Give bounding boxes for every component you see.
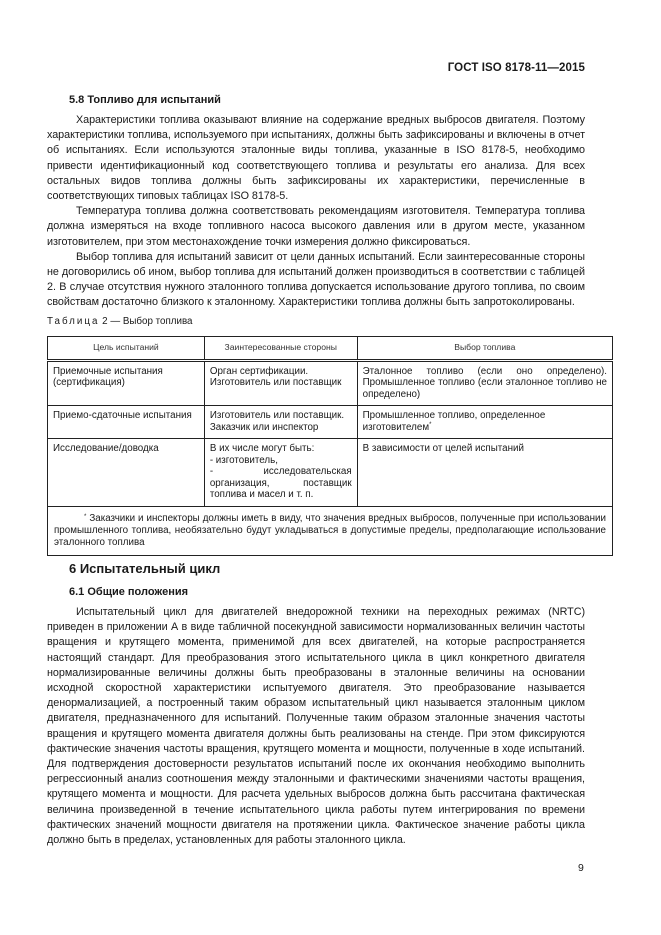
- cell-fuel-text: Промышленное топливо, определенное изготовителем: [362, 410, 546, 433]
- footnote-text: Заказчики и инспекторы должны иметь в виду, что значения вредных выбросов, полученные при использовании промышленного топлива, необязательно будут укладываться в допустимые пределы, предполагающие использование эталонного топлива: [54, 512, 606, 548]
- footnote-mark: *: [429, 421, 432, 428]
- section-6: [47, 560, 585, 848]
- paragraph: Температура топлива должна соответствовать рекомендациям изготовителя. Температура топлива должна измеряться на входе топливного насоса высокого давления или в другом месте, указанном изготовителем, при этом местонахождение точки измерения должно фиксироваться.: [47, 205, 585, 248]
- cell-purpose: Исследование/доводка: [48, 439, 205, 507]
- paragraph: Испытательный цикл для двигателей внедорожной техники на переходных режимах (NRTC) приведен в приложении А в виде табличной посекундной зависимости нормализованных величин частоты вращения и крутящего момента, применимой для всех двигателей, на которые распространяется настоящий стандарт. Для преобразования этого испытательного цикла в цикл конкретного двигателя нормализированные величины должны быть преобразованы в эталонные величины на основании исходной скоростной характеристики испытуемого двигателя. Это преобразование называется денормализацией, а построенный таким образом испытательный цикл называется эталонным циклом двигателя, предназначенного для испытаний. Полученные таким образом эталонные значения частоты вращения и крутящего момента двигателя должны быть реализованы на стенде. При этом фиксируются фактические значения частоты вращения, крутящего момента и мощности, полученные в ходе испытаний. Для подтверждения достоверности результатов испытаний после их окончания необходимо выполнить регрессионный анализ соотношения между эталонными и фактическими значениями частоты вращения, крутящего момента и мощности. Для расчета удельных выбросов должна быть рассчитана фактическая величина произведенной в течение испытательного цикла работы путем интегрирования по времени фактических значений мощности двигателя на протяжении цикла. Фактическое значение работы цикла должно быть в пределах, установленных для работы эталонного цикла.: [47, 606, 585, 847]
- paragraph: Выбор топлива для испытаний зависит от цели данных испытаний. Если заинтересованные стороны не договорились об ином, выбор топлива для испытаний должен производиться в соответствии с таблицей 2. В случае отсутствия нужного эталонного топлива допускается использование другого топлива, по своим свойствам достаточно близкого к эталонному. Характеристики топлива должны быть запротоколированы.: [47, 250, 585, 309]
- section-6-1-heading: 6.1 Общие положения: [69, 586, 189, 598]
- parties-line: - исследовательская организация, поставщик топлива и масел и т. п.: [209, 466, 352, 500]
- column-header-fuel: Выбор топлива: [357, 337, 612, 361]
- table-row: [48, 439, 613, 507]
- table-footnote-row: [48, 506, 613, 556]
- paragraph: Характеристики топлива оказывают влияние на содержание вредных выбросов двигателя. Поэтому характеристики топлива, используемого при испытаниях, должны быть зафиксированы и включены в отчет об испытаниях. Если используются эталонные виды топлива, указанные в ISO 8178-5, необходимо привести идентификационный код соответствующего топлива и результаты его анализа. Для всех остальных видов топлива должны быть зафиксированы их характеристики, перечисленные в соответствующих типовых таблицах ISO 8178-5.: [47, 114, 585, 203]
- table-row: [48, 360, 613, 406]
- cell-parties: Изготовитель или поставщик. Заказчик или инспектор: [204, 406, 357, 439]
- table-header-row: [48, 337, 613, 361]
- parties-line: В их числе могут быть:: [209, 443, 315, 454]
- cell-fuel: [357, 406, 612, 439]
- section-6-heading: 6 Испытательный цикл: [69, 561, 221, 576]
- cell-parties: Орган сертификации. Изготовитель или поставщик: [204, 360, 357, 406]
- column-header-parties: Заинтересованные стороны: [204, 337, 357, 361]
- section-5-8: [47, 92, 585, 311]
- column-header-purpose: Цель испытаний: [48, 337, 205, 361]
- document-code-header: ГОСТ ISO 8178-11—2015: [447, 62, 585, 74]
- section-5-8-heading: 5.8 Топливо для испытаний: [69, 94, 221, 106]
- table-caption-title: 2 — Выбор топлива: [99, 316, 193, 327]
- parties-line: - изготовитель,: [209, 454, 278, 466]
- table-caption: [47, 316, 193, 327]
- cell-purpose: Приемочные испытания (сертификация): [48, 360, 205, 406]
- cell-purpose: Приемо-сдаточные испытания: [48, 406, 205, 439]
- table-row: [48, 406, 613, 439]
- footnote-mark: *: [84, 513, 87, 520]
- cell-fuel: В зависимости от целей испытаний: [357, 439, 612, 507]
- table-caption-label: Таблица: [47, 316, 100, 327]
- cell-fuel: Эталонное топливо (если оно определено). Промышленное топливо (если эталонное топливо не определено): [357, 360, 612, 406]
- page-number: 9: [578, 862, 584, 874]
- cell-parties: [204, 439, 357, 507]
- fuel-selection-table: [47, 336, 613, 556]
- table-footnote: [48, 506, 613, 556]
